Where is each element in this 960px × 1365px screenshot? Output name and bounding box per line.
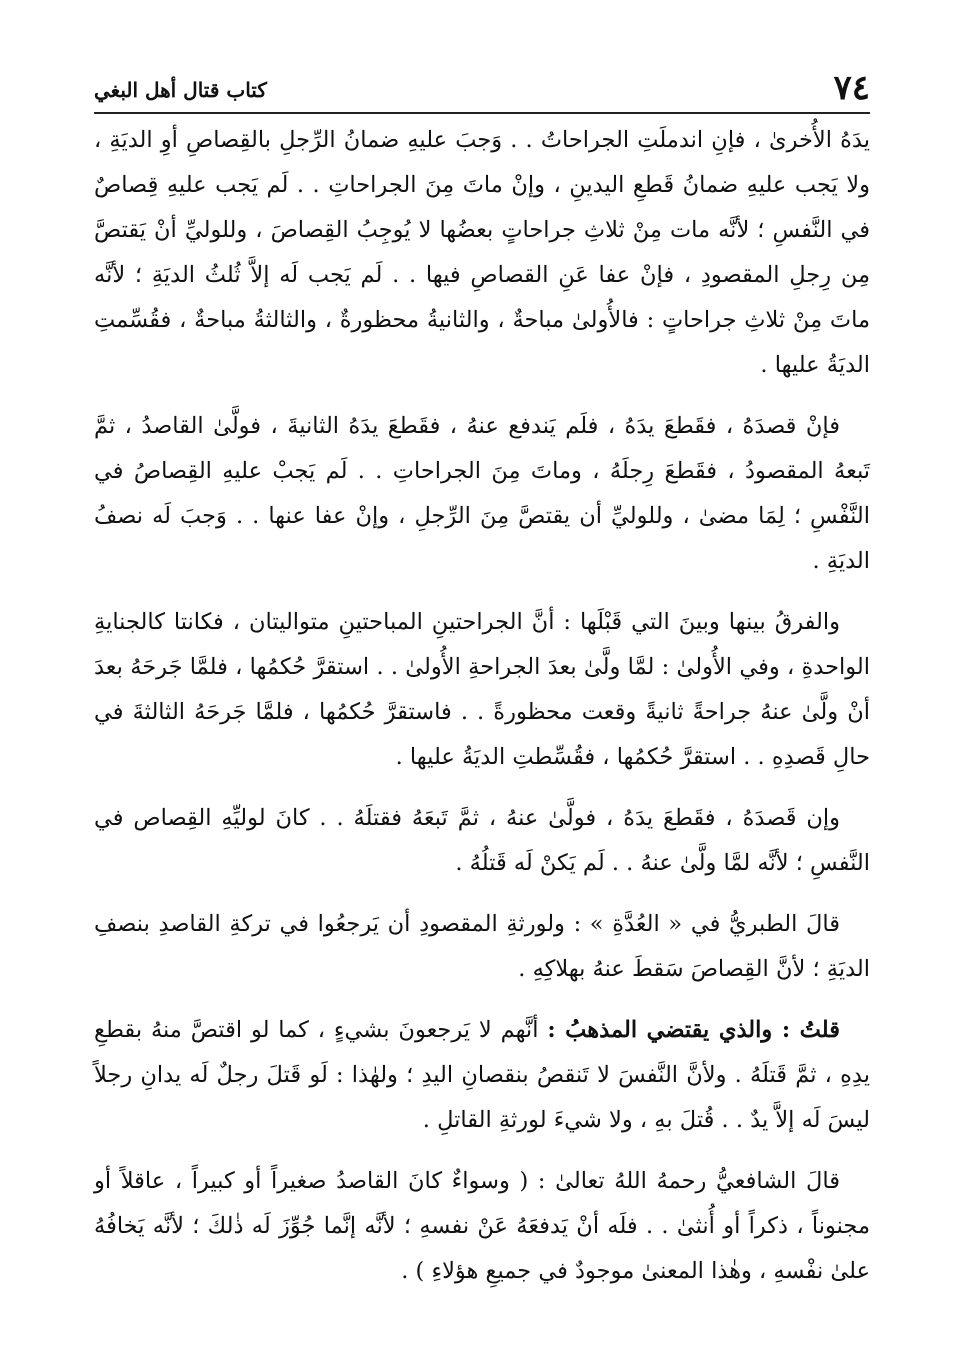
paragraph-text: وإن قَصدَهُ ، فقَطعَ يدَهُ ، فولَّىٰ عنهُ ، ثمَّ تَبعَهُ فقتلَهُ . . كانَ لوليِّهِ القِصاص في النَّفسِ ؛ لأنَّه لمَّا ولَّىٰ عنهُ . . لَم يَكنْ لَه قَتلُهُ . xyxy=(94,805,870,876)
paragraph xyxy=(94,902,870,992)
paragraph-text: قالَ الشافعيُّ رحمهُ اللهُ تعالىٰ : ( وسواءٌ كانَ القاصدُ صغيراً أو كبيراً ، عاقلاً أو مجنوناً ، ذكراً أو أُنثىٰ . . فلَه أنْ يَدفعَهُ عَنْ نفسهِ ؛ لأنَّه إنَّما جُوِّزَ لَه ذٰلكَ ؛ لأنَّه يَخافُهُ علىٰ نفْسهِ ، وهٰذا المعنىٰ موجودٌ في جميعِ هؤلاءِ ) . xyxy=(94,1168,870,1284)
paragraph-text: قالَ الطبريُّ في « العُدَّةِ » : ولورثةِ المقصودِ أن يَرجعُوا في تركةِ القاصدِ بنصفِ الديَةِ ؛ لأنَّ القِصاصَ سَقطَ عنهُ بهلاكِهِ . xyxy=(94,911,870,982)
paragraph-text: فإنْ قصدَهُ ، فقَطعَ يدَهُ ، فلَم يَندفع عنهُ ، فقَطعَ يدَهُ الثانيةَ ، فولَّىٰ القاصدُ ، ثمَّ تَبعهُ المقصودُ ، فقَطعَ رِجلَهُ ، وماتَ مِنَ الجراحاتِ . . لَم يَجبْ عليهِ القِصاصُ في النَّفْسِ ؛ لِمَا مضىٰ ، وللوليِّ أن يقتصَّ مِنَ الرِّجلِ ، وإنْ عفا عنها . . وَجبَ لَه نصفُ الديَةِ . xyxy=(94,413,870,574)
header-rule xyxy=(94,112,870,114)
page-header xyxy=(94,66,870,112)
running-title: كتاب قتال أهل البغي xyxy=(94,78,267,102)
paragraph xyxy=(94,404,870,584)
paragraph-text: يدَهُ الأُخرىٰ ، فإنِ اندملَتِ الجراحاتُ . . وَجبَ عليهِ ضمانُ الرِّجلِ بالقِصاصِ أوِ الديَةِ ، ولا يَجب عليهِ ضمانُ قَطعِ اليدينِ ، وإنْ ماتَ مِنَ الجراحاتِ . . لَم يَجب عليهِ قِصاصٌ في النَّفسِ ؛ لأنَّه مات مِنْ ثلاثِ جراحاتٍ بعضُها لا يُوجِبُ القِصاصَ ، وللوليِّ أنْ يَقتصَّ مِن رِجلِ المقصودِ ، فإنْ عفا عَنِ القصاصِ فيها . . لَم يَجب لَه إلاَّ ثُلثُ الديَةِ ؛ لأنَّه ماتَ مِنْ ثلاثِ جراحاتٍ : فالأُولىٰ مباحةٌ ، والثانيةُ محظورةٌ ، والثالثةُ مباحةٌ ، فقُسِّمتِ الديَةُ عليها . xyxy=(94,127,870,378)
paragraph-lead: قلتُ : والذي يقتضي المذهبُ : xyxy=(547,1017,840,1043)
page-body xyxy=(94,118,870,1310)
paragraph xyxy=(94,796,870,886)
paragraph-text: والفرقُ بينها وبينَ التي قَبْلَها : أنَّ الجراحتينِ المباحتينِ متواليتان ، فكانتا كالجنايةِ الواحدةِ ، وفي الأُولىٰ : لمَّا ولَّىٰ بعدَ الجراحةِ الأُولىٰ . . استقرَّ حُكمُها ، فلمَّا جَرحَهُ بعدَ أنْ ولَّىٰ عنهُ جراحةً ثانيةً وقعت محظورةً . . فاستقرَّ حُكمُها ، فلمَّا جَرحَهُ الثالثةَ في حالِ قَصدِهِ . . استقرَّ حُكمُها ، فقُسِّطتِ الديَةُ عليها . xyxy=(94,609,870,770)
paragraph-text: أنَّهم لا يَرجعونَ بشيءٍ ، كما لو اقتصَّ منهُ بقطعِ يدِهِ ، ثمَّ قَتلَهُ . ولأنَّ النَّفسَ لا تَنقصُ بنقصانِ اليدِ ؛ ولهٰذا : لَو قَتلَ رجلٌ لَه يدانِ رجلاً ليسَ لَه إلاَّ يدٌ . . قُتلَ بهِ ، ولا شيءَ لورثةِ القاتلِ . xyxy=(94,1017,870,1133)
paragraph xyxy=(94,118,870,388)
paragraph xyxy=(94,1159,870,1294)
paragraph xyxy=(94,600,870,780)
paragraph xyxy=(94,1008,870,1143)
page-number: ٧٤ xyxy=(833,68,870,108)
